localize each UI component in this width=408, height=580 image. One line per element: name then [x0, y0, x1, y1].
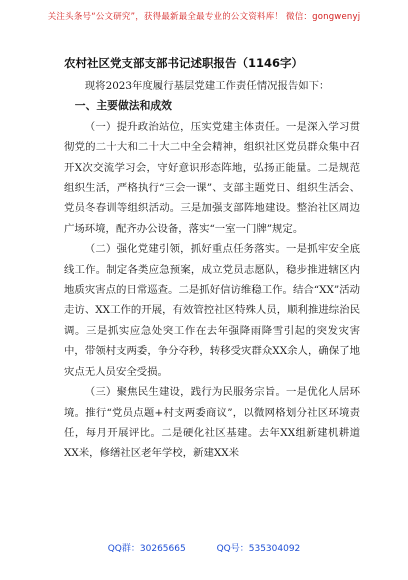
header-banner: 关注头条号“公文研究”，获得最新最全最专业的公文资料库！ 微信：gongwenyj [47, 12, 361, 22]
section-heading: 一、主要做法和成效 [74, 99, 172, 113]
body-paragraph-1: （一）提升政治站位，压实党建主体责任。一是深入学习贯彻党的二十大和二十大二中全会精神，组织社区党员群众集中召开X次交流学习会，守好意识形态阵地，弘扬正能量。二是规范组织生活，严格执行“三会一课”、支部主题党日、组织生活会、党员冬春训等组织活动。三是加强支部阵地建设。整治社区周边广场环境，配齐办公设备，落实“一室一门牌”规定。 [64, 120, 360, 235]
footer-contact [0, 541, 408, 554]
qq-group: QQ群：30265665 [107, 544, 186, 554]
body-paragraph-2: （二）强化党建引领，抓好重点任务落实。一是抓牢安全底线工作。制定各类应急预案，成立党员志愿队，稳步推进辖区内地质灾害点的日常巡查。二是抓好信访维稳工作。结合“XX”活动走访、XX工作的开展，有效管控社区特殊人员，顺利推进综治民调。三是抓实应急处突工作在去年强降雨降雪引起的突发灾害中，带领村支两委，争分夺秒，转移受灾群众XX余人，确保了地灾点无人员安全受损。 [64, 243, 360, 378]
qq-number: QQ号：535304092 [216, 544, 301, 554]
intro-paragraph: 现将2023年度履行基层党建工作责任情况报告如下： [84, 80, 330, 92]
body-paragraph-3: （三）聚焦民生建设，践行为民服务宗旨。一是优化人居环境。推行“党员点题+村支两委商议”，以微网格划分社区环境责任，每月开展评比。二是硬化社区基建。去年XX组新建机耕道XX米，修缮社区老年学校，新建XX米 [64, 386, 360, 460]
document-body [64, 76, 360, 464]
document-title: 农村社区党支部支部书记述职报告（1146字） [64, 56, 304, 70]
